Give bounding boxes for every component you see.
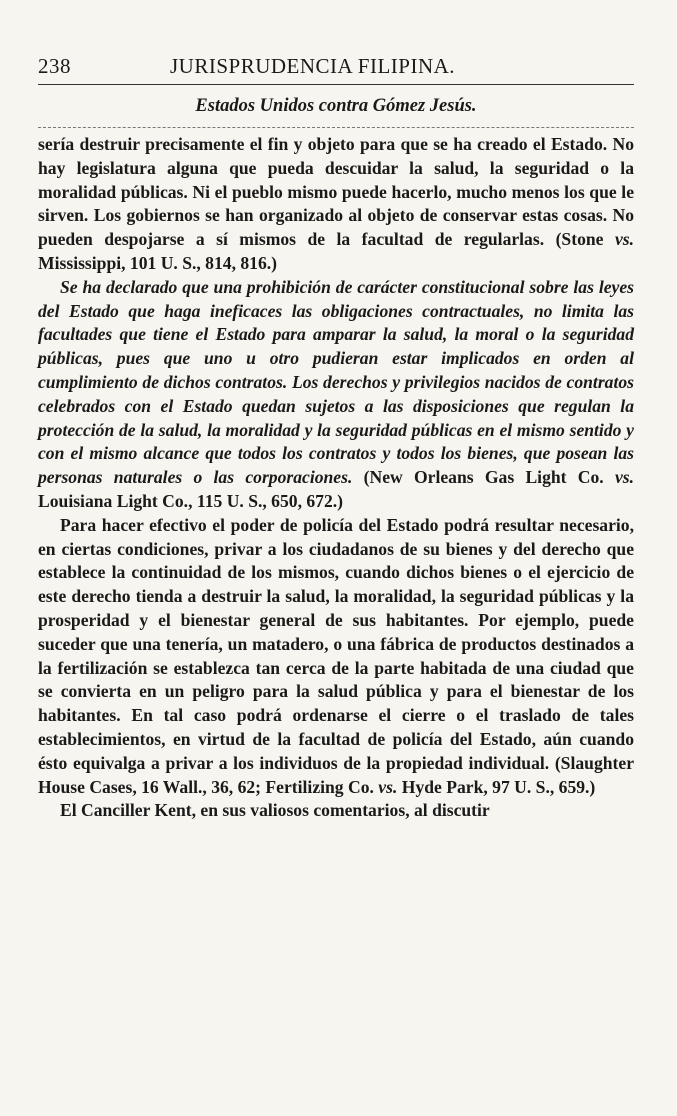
paragraph-2-italic-text: Se ha declarado que una prohibición de carácter constitucional sobre las leyes del Estado que haga ineficaces las obligaciones contractuales, no limita las facultades que tiene el Estado para amparar la salud, la moral o la seguridad públicas, pues que uno u otro pudieran estar implicados en orden al cumplimiento de dichos contratos. Los derechos y privilegios nacidos de contratos celebrados con el Estado quedan sujetos a las disposiciones que regulan la protección de la salud, la moralidad y la seguridad públicas en el mismo sentido y con el mismo alcance que todos los contratos y todos los bienes, que posean las personas naturales o las corporaciones.	[38, 276, 634, 488]
case-subtitle: Estados Unidos contra Gómez Jesús.	[195, 96, 477, 116]
body-text	[38, 133, 634, 823]
running-title: JURISPRUDENCIA FILIPINA.	[170, 54, 456, 78]
page-header	[38, 54, 634, 84]
paragraph-4	[38, 799, 634, 823]
paragraph-1-text: sería destruir precisamente el fin y objeto para que se ha creado el Estado. No hay legislatura alguna que pueda descuidar la salud, la seguridad o la moralidad públicas. Ni el pueblo mismo puede hacerlo, mucho menos los que le sirven. Los gobiernos se han organizado al objeto de conservar estas cosas. No pueden despojarse a sí mismos de la facultad de regularlas. (Stone	[38, 134, 634, 250]
paragraph-3-text: Para hacer efectivo el poder de policía del Estado podrá resultar necesario, en ciertas condiciones, privar a los ciudadanos de su bienes y del derecho que establece la continuidad de los mismos, cuando dichos bienes o el ejercicio de este derecho tienda a destruir la salud, la moralidad, la seguridad públicas y la prosperidad y el bienestar general de sus habitantes. Por ejemplo, puede suceder que una tenería, un matadero, o una fábrica de productos destinados a la fertilización se establezca tan cerca de la parte habitada de una ciudad que se convierta en un peligro para la salud pública y para el bienestar de los habitantes. En tal caso podrá ordenarse el cierre o el traslado de tales establecimientos, en virtud de la facultad de policía del Estado, aún cuando ésto equivalga a privar a los individuos de la propiedad individual. (Slaughter House Cases, 16 Wall., 36, 62; Fertilizing Co.	[38, 514, 634, 797]
citation-vs: vs.	[614, 229, 634, 250]
subtitle-rule	[38, 127, 634, 128]
header-rule	[38, 84, 634, 85]
paragraph-1-citation: Mississippi, 101 U. S., 814, 816.)	[38, 252, 278, 273]
citation-vs: vs.	[378, 776, 398, 797]
paragraph-4-text: El Canciller Kent, en sus valiosos comentarios, al discutir	[60, 800, 490, 821]
paragraph-2	[38, 276, 634, 514]
paragraph-3-citation: Hyde Park, 97 U. S., 659.)	[397, 776, 596, 797]
page-number: 238	[38, 54, 71, 78]
paragraph-2-citation-head: (New Orleans Gas Light Co.	[352, 467, 615, 488]
paragraph-3	[38, 514, 634, 800]
paragraph-1	[38, 133, 634, 276]
citation-vs: vs.	[614, 467, 634, 488]
paragraph-2-citation-tail: Louisiana Light Co., 115 U. S., 650, 672.)	[38, 490, 344, 511]
